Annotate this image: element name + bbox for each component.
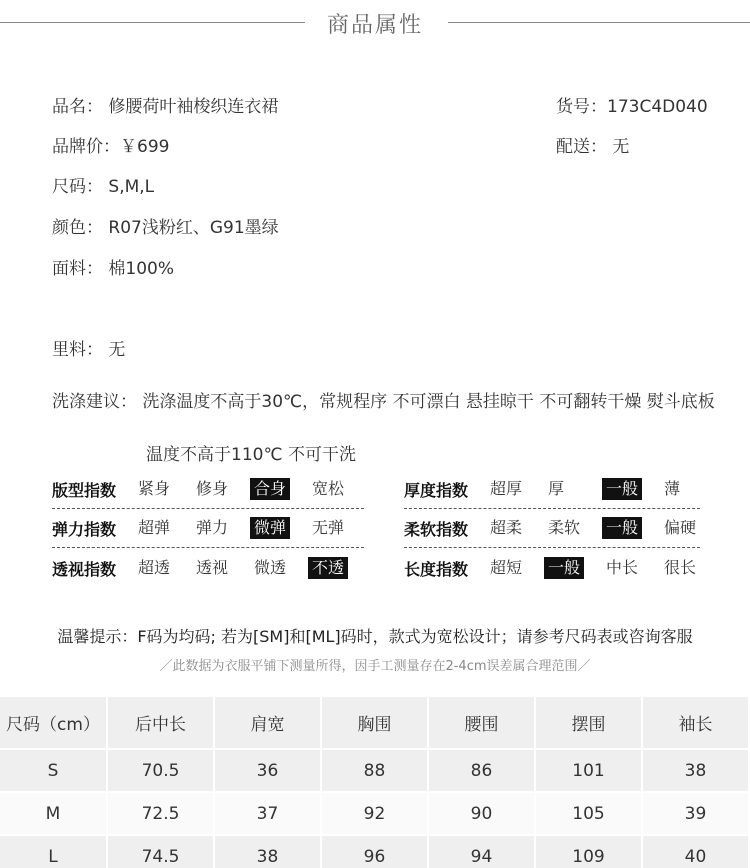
index-label: 弹力指数 <box>52 519 117 539</box>
product-lining: 里料： 无 <box>52 340 126 360</box>
index-option-slot <box>544 517 602 539</box>
index-option-slot <box>486 517 544 539</box>
index-option: 无弹 <box>312 518 345 537</box>
table-cell: 90 <box>428 792 535 835</box>
product-name: 品名： 修腰荷叶袖梭织连衣裙 <box>52 97 279 117</box>
table-cell: 86 <box>428 749 535 792</box>
header-divider-right <box>448 22 750 23</box>
index-option-slot <box>660 517 710 539</box>
size-table-header-cell: 摆围 <box>535 697 642 749</box>
index-group <box>52 549 358 587</box>
index-option-slot <box>250 478 308 500</box>
table-cell: 94 <box>428 835 535 868</box>
index-option: 弹力 <box>196 518 229 537</box>
index-option-slot <box>192 517 250 539</box>
index-option-selected: 合身 <box>250 478 290 500</box>
product-fabric: 面料： 棉100% <box>52 259 175 279</box>
table-row <box>0 835 749 868</box>
measure-note: ／此数据为衣服平铺下测量所得，因手工测量存在2-4cm误差属合理范围／ <box>159 659 591 674</box>
table-cell: M <box>0 792 107 835</box>
table-row <box>0 792 749 835</box>
wash-advice: 洗涤建议： 洗涤温度不高于30℃，常规程序 不可漂白 悬挂晾干 不可翻转干燥 熨斗底板 <box>52 392 715 412</box>
index-option: 超透 <box>138 558 171 577</box>
index-row <box>52 509 700 547</box>
product-size: 尺码： S,M,L <box>52 177 155 197</box>
table-cell: 88 <box>321 749 428 792</box>
index-option: 修身 <box>196 479 229 498</box>
index-label: 厚度指数 <box>404 480 469 500</box>
size-table-header-cell: 腰围 <box>428 697 535 749</box>
size-table-header-cell: 尺码（cm） <box>0 697 107 749</box>
size-table <box>0 697 750 868</box>
index-option: 超短 <box>490 558 523 577</box>
index-option-slot <box>486 478 544 500</box>
index-option-slot <box>308 478 358 500</box>
product-sku: 货号：173C4D040 <box>556 97 708 117</box>
index-group <box>52 470 358 508</box>
index-option-selected: 不透 <box>308 557 348 579</box>
index-label: 柔软指数 <box>404 519 469 539</box>
index-option-slot <box>192 557 250 579</box>
index-option: 超厚 <box>490 479 523 498</box>
table-cell: L <box>0 835 107 868</box>
size-table-header-cell: 袖长 <box>642 697 749 749</box>
product-color: 颜色： R07浅粉红、G91墨绿 <box>52 218 279 238</box>
table-cell: S <box>0 749 107 792</box>
table-cell: 36 <box>214 749 321 792</box>
section-title: 商品属性 <box>326 13 423 38</box>
index-option-slot <box>602 478 660 500</box>
index-option: 中长 <box>606 558 639 577</box>
index-group <box>404 470 710 508</box>
table-cell: 72.5 <box>107 792 214 835</box>
table-cell: 101 <box>535 749 642 792</box>
table-cell: 105 <box>535 792 642 835</box>
index-option: 微透 <box>254 558 287 577</box>
index-option: 宽松 <box>312 479 345 498</box>
table-cell: 70.5 <box>107 749 214 792</box>
index-divider <box>52 547 364 548</box>
index-group <box>404 549 710 587</box>
table-cell: 109 <box>535 835 642 868</box>
index-option-slot <box>544 557 602 579</box>
index-option: 薄 <box>664 479 681 498</box>
table-cell: 37 <box>214 792 321 835</box>
index-divider <box>52 508 364 509</box>
product-shipping: 配送： 无 <box>556 137 630 157</box>
wash-advice-cont: 温度不高于110℃ 不可干洗 <box>146 445 356 465</box>
size-table-header <box>0 697 749 749</box>
index-option: 紧身 <box>138 479 171 498</box>
index-option: 透视 <box>196 558 229 577</box>
product-price: 品牌价：￥699 <box>52 137 170 157</box>
size-table-header-cell: 后中长 <box>107 697 214 749</box>
index-group <box>52 509 358 547</box>
size-tip: 温馨提示：F码为均码; 若为[SM]和[ML]码时，款式为宽松设计；请参考尺码表或咨询客服 <box>57 627 693 646</box>
index-row <box>52 549 700 587</box>
index-option: 很长 <box>664 558 697 577</box>
index-option-selected: 微弹 <box>250 517 290 539</box>
index-option-slot <box>250 557 308 579</box>
size-table-header-cell: 胸围 <box>321 697 428 749</box>
index-option-selected: 一般 <box>602 517 642 539</box>
size-table-header-cell: 肩宽 <box>214 697 321 749</box>
index-option-slot <box>134 517 192 539</box>
index-option: 超弹 <box>138 518 171 537</box>
index-option-slot <box>308 517 358 539</box>
index-option: 柔软 <box>548 518 581 537</box>
table-cell: 40 <box>642 835 749 868</box>
table-cell: 38 <box>642 749 749 792</box>
index-option-slot <box>134 557 192 579</box>
table-cell: 39 <box>642 792 749 835</box>
index-option-slot <box>308 557 358 579</box>
index-option-slot <box>602 557 660 579</box>
index-option-slot <box>134 478 192 500</box>
index-option: 超柔 <box>490 518 523 537</box>
index-option-slot <box>486 557 544 579</box>
table-cell: 92 <box>321 792 428 835</box>
index-group <box>404 509 710 547</box>
index-option-slot <box>660 557 710 579</box>
table-row <box>0 749 749 792</box>
index-option: 厚 <box>548 479 565 498</box>
index-divider <box>404 547 700 548</box>
index-option: 偏硬 <box>664 518 697 537</box>
index-divider <box>404 508 700 509</box>
index-option-selected: 一般 <box>544 557 584 579</box>
index-option-slot <box>660 478 710 500</box>
index-option-slot <box>602 517 660 539</box>
index-option-selected: 一般 <box>602 478 642 500</box>
index-option-slot <box>544 478 602 500</box>
table-cell: 74.5 <box>107 835 214 868</box>
table-cell: 38 <box>214 835 321 868</box>
index-label: 透视指数 <box>52 559 117 579</box>
index-option-slot <box>192 478 250 500</box>
index-option-slot <box>250 517 308 539</box>
index-label: 长度指数 <box>404 559 469 579</box>
table-cell: 96 <box>321 835 428 868</box>
index-row <box>52 470 700 508</box>
index-label: 版型指数 <box>52 480 117 500</box>
